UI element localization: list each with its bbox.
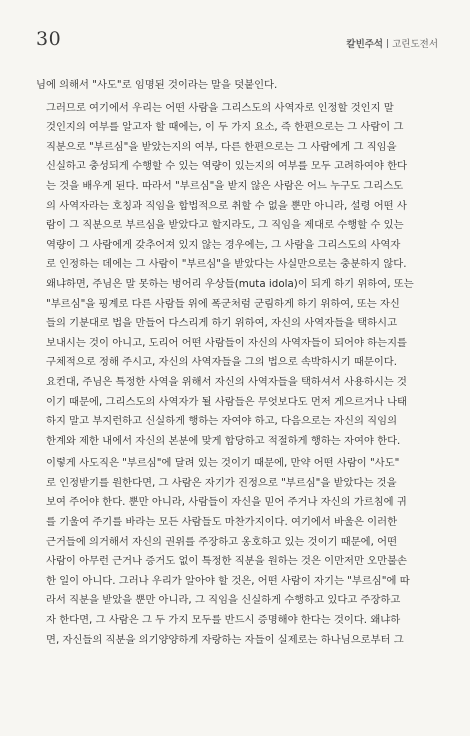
text-line: 로 인정하는 데에는 그 사람이 "부르심"을 받았다는 사실만으로는 충분하지 않다. (46, 258, 407, 271)
body-text (36, 76, 436, 650)
text-line: 한 일이 아니다. 그러나 우리가 알아야 할 것은, 어떤 사람이 자기는 "부르심"에 따 (46, 574, 410, 587)
text-line: 왜냐하면, 주님은 말 못하는 벙어리 우상들(muta idola)이 되게 하기 위하여, 또는 (46, 277, 414, 290)
text-line: 요컨대, 주님은 특정한 사역을 위해서 자신의 사역자들을 택하셔서 사용하시는 것 (46, 375, 407, 388)
text-line: 그러므로 여기에서 우리는 어떤 사람을 그리스도의 사역자로 인정할 것인지 말 (46, 101, 394, 114)
paragraph (36, 454, 436, 650)
text-line: 의 사역자라는 호칭과 직임을 합법적으로 취할 수 없을 뿐만 아니라, 설령 어떤 사 (46, 199, 407, 212)
paragraph (36, 99, 436, 452)
text-line: 를 기울여 주기를 바라는 모든 사람들도 마찬가지이다. 여기에서 바울은 이러한 (46, 516, 398, 529)
paragraph (36, 76, 436, 96)
text-line: 면, 자신들의 직분을 의기양양하게 자랑하는 자들이 실제로는 하나님으로부터 그 (46, 633, 404, 646)
text-line: 보여 주어야 한다. 뿐만 아니라, 사람들이 자신을 믿어 주거나 자신의 가르침에 귀 (46, 496, 407, 509)
text-line: 로 인정받기를 원한다면, 그 사람은 자기가 진정으로 "부르심"을 받았다는 것을 (46, 476, 397, 489)
header-separator (387, 39, 388, 48)
text-line: 는 것을 배우게 된다. 따라서 "부르심"을 받지 않은 사람은 어느 누구도 그리스도 (46, 179, 404, 192)
text-line: 라서 직분을 받았을 뿐만 아니라, 그 직임을 신실하게 수행하고 있다고 주장하고 (46, 594, 401, 607)
text-line: 것인지의 여부를 알고자 할 때에는, 이 두 가지 요소, 즉 한편으로는 그 사람이 그 (46, 121, 404, 134)
text-line: 람이 그 직분으로 부르심을 받았다고 할지라도, 그 직임을 제대로 수행할 수 있는 (46, 219, 404, 232)
text-line: 보내시는 것이 아니고, 도리어 어떤 사람들이 자신의 사역자들이 되어야 하는지를 (46, 336, 407, 349)
text-line: 하지 말고 부지런하고 신실하게 행하는 자여야 하고, 다음으로는 자신의 직임의 (46, 415, 398, 428)
text-line: 이렇게 사도직은 "부르심"에 달려 있는 것이기 때문에, 만약 어떤 사람이 "사도" (46, 457, 400, 470)
text-line: 한계와 제한 내에서 자신의 본분에 맞게 합당하고 적절하게 행하는 자여야 한다. (46, 434, 401, 447)
book-title: 고린도전서 (392, 39, 438, 50)
page-number: 30 (36, 28, 62, 50)
text-line: 들의 기분대로 법을 만들어 다스리게 하기 위하여, 자신의 사역자들을 택하시고 (46, 317, 398, 330)
text-line: 근거들에 의거해서 자신의 권위를 주장하고 옹호하고 있는 것이기 때문에, 어떤 (46, 535, 398, 548)
text-line: 이기 때문에, 그리스도의 사역자가 될 사람들은 무엇보다도 먼저 게으르거나 나태 (46, 395, 407, 408)
series-title: 칼빈주석 (346, 39, 384, 50)
text-line: 역량이 그 사람에게 갖추어져 있지 않는 경우에는, 그 사람을 그리스도의 사역자 (46, 238, 401, 251)
text-line: 자 한다면, 그 사람은 그 두 가지 모두를 반드시 증명해야 한다는 것이다. 왜냐하 (46, 614, 401, 627)
text-line: 신실하고 충성되게 수행할 수 있는 역량이 있는지의 여부를 모두 고려하여야 한다 (46, 160, 407, 173)
text-line: 사람이 아무런 근거나 증거도 없이 특정한 직분을 원하는 것은 이만저만 오만불손 (46, 555, 407, 568)
text-line: 직분으로 "부르심"을 받았는지의 여부, 다른 한편으로는 그 사람에게 그 직임을 (46, 140, 397, 153)
running-header (346, 36, 438, 50)
text-line: 님에 의해서 "사도"로 임명된 것이라는 말을 덧붙인다. (36, 79, 278, 91)
text-line: 구체적으로 정해 주시고, 자신의 사역자들을 그의 법으로 속박하시기 때문이다. (46, 356, 398, 369)
text-line: "부르심"을 핑계로 다른 사람들 위에 폭군처럼 군림하게 하기 위하여, 또는 자신 (46, 297, 400, 310)
